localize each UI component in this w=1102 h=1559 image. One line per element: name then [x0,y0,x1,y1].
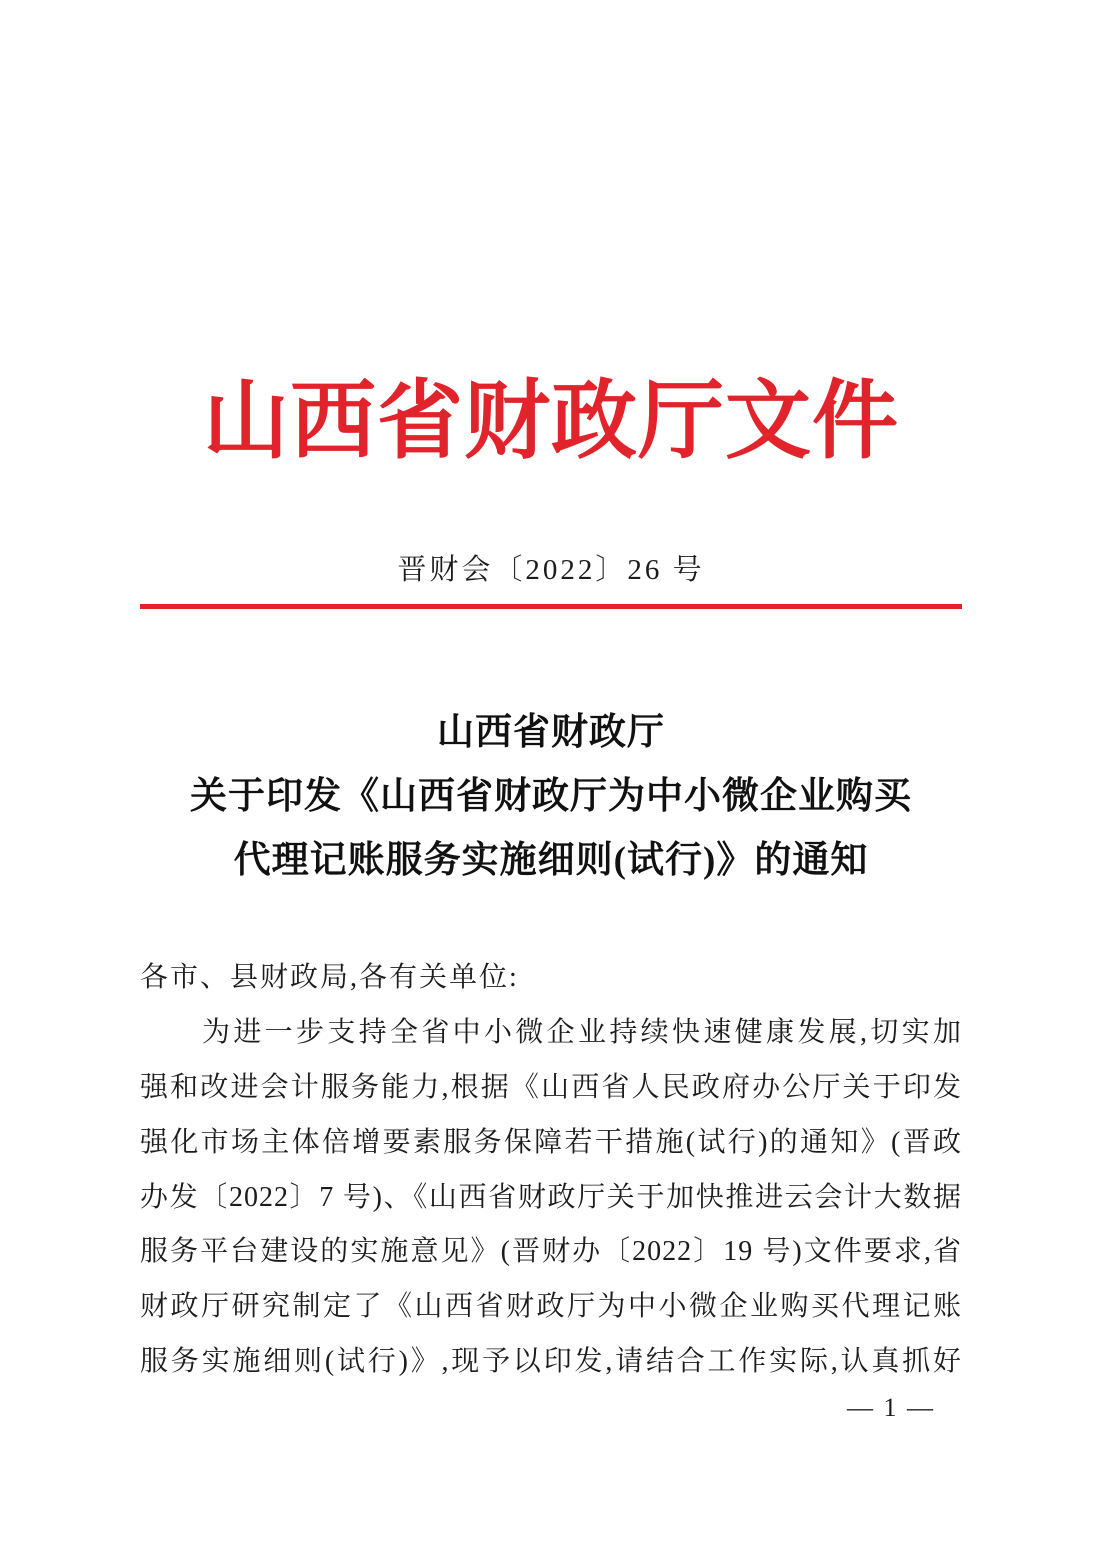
body-line: 为进一步支持全省中小微企业持续快速健康发展,切实加 [202,1016,962,1048]
document-body [140,951,962,1390]
letterhead-agency-title: 山西省财政厅文件 [203,373,899,469]
notice-title-line-3: 代理记账服务实施细则(试行)》的通知 [233,840,869,881]
notice-title-line-1: 山西省财政厅 [437,712,665,753]
notice-title [0,701,1102,893]
document-number: 晋财会〔2022〕26 号 [397,554,705,586]
red-divider-line [140,604,962,609]
notice-title-line-2: 关于印发《山西省财政厅为中小微企业购买 [190,776,912,817]
body-line: 强和改进会计服务能力,根据《山西省人民政府办公厅关于印发 [140,1071,962,1103]
page-number: — 1 — [847,1393,935,1422]
body-line: 服务平台建设的实施意见》(晋财办〔2022〕19 号)文件要求,省 [140,1236,962,1268]
salutation: 各市、县财政局,各有关单位: [140,962,519,993]
body-line: 强化市场主体倍增要素服务保障若干措施(试行)的通知》(晋政 [140,1126,962,1158]
body-line: 财政厅研究制定了《山西省财政厅为中小微企业购买代理记账 [140,1291,962,1323]
body-line: 办发〔2022〕7 号)、《山西省财政厅关于加快推进云会计大数据 [140,1181,962,1213]
body-line: 服务实施细则(试行)》,现予以印发,请结合工作实际,认真抓好 [140,1346,962,1378]
